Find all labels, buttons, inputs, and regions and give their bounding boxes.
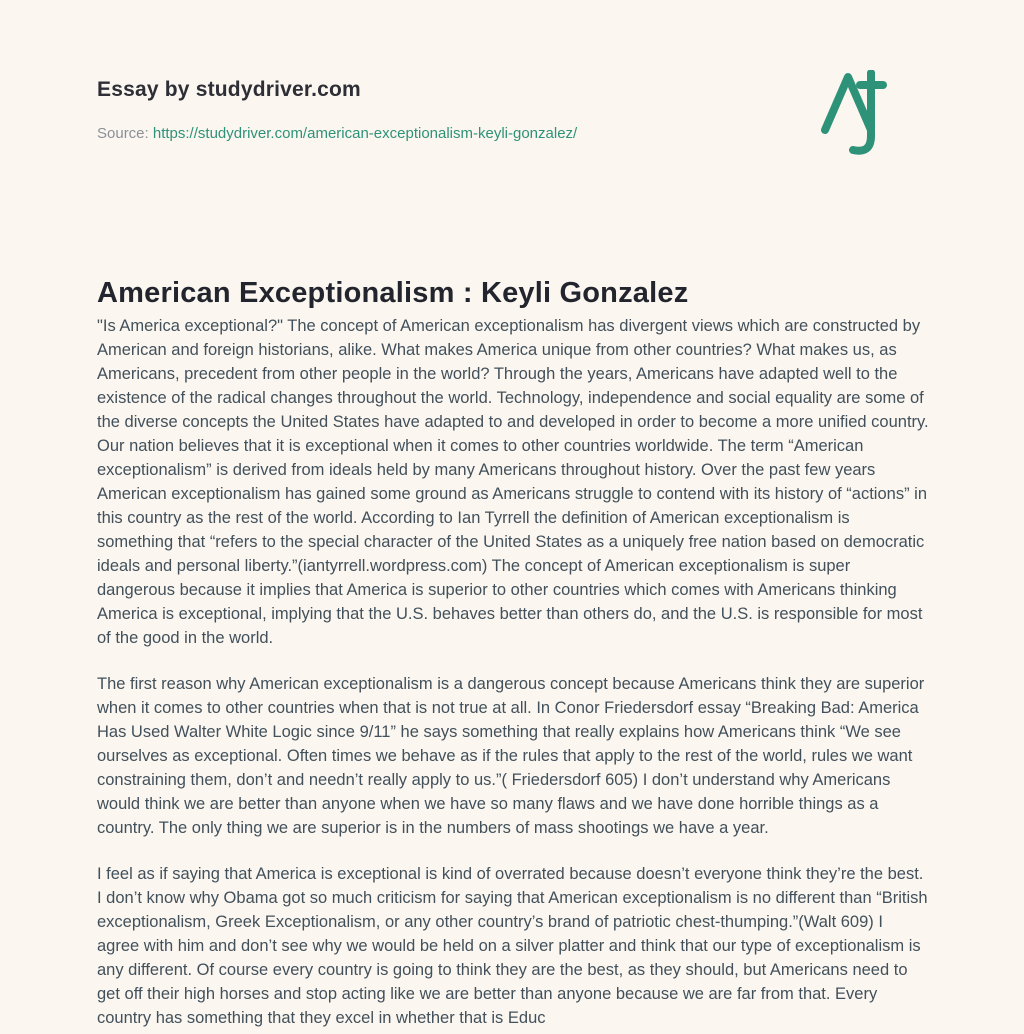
essay-paragraph-2: The first reason why American exceptionalism is a dangerous concept because Americans think they are superior when it comes to other countries when that is not true at all. In Conor Friedersdorf essay “Breaking Bad: America Has Used Walter White Logic since 9/11” he says something that really explains how Americans think “We see ourselves as exceptional. Often times we behave as if the rules that apply to the rest of the world, rules we want constraining them, don’t and needn’t really apply to us.”( Friedersdorf 605) I don’t understand why Americans would think we are better than anyone when we have so many flaws and we have done horrible things as a country. The only thing we are superior is in the numbers of mass shootings we have a year. [97,675,925,837]
site-header-title: Essay by studydriver.com [97,78,361,101]
essay-title: American Exceptionalism : Keyli Gonzalez [97,277,689,310]
essay-body [97,314,929,1034]
source-label: Source: [97,125,149,142]
source-url-link[interactable]: https://studydriver.com/american-exceptionalism-keyli-gonzalez/ [152,125,578,142]
essay-paragraph-1: "Is America exceptional?" The concept of American exceptionalism has divergent views which are constructed by American and foreign historians, alike. What makes America unique from other countries? What makes us, as Americans, precedent from other people in the world? Through the years, Americans have adapted well to the existence of the radical changes throughout the world. Technology, independence and social equality are some of the diverse concepts the United States have adapted to and developed in order to become a more unified country. Our nation believes that it is exceptional when it comes to other countries worldwide. The term “American exceptionalism” is derived from ideals held by many Americans throughout history. Over the past few years American exceptionalism has gained some ground as Americans struggle to contend with its history of “actions” in this country as the rest of the world. According to Ian Tyrrell the definition of American exceptionalism is something that “refers to the special character of the United States as a uniquely free nation based on democratic ideals and personal liberty.”(iantyrrell.wordpress.com) The concept of American exceptionalism is super dangerous because it implies that America is superior to other countries which comes with Americans thinking America is exceptional, implying that the U.S. behaves better than others do, and the U.S. is responsible for most of the good in the world. [97,317,929,647]
essay-paragraph-3: I feel as if saying that America is exceptional is kind of overrated because doesn’t everyone think they’re the best. I don’t know why Obama got so much criticism for saying that American exceptionalism is no different than “British exceptionalism, Greek Exceptionalism, or any other country’s brand of patriotic chest-thumping.”(Walt 609) I agree with him and don’t see why we would be held on a silver platter and think that our type of exceptionalism is any different. Of course every country is going to think they are the best, as they should, but Americans need to get off their high horses and stop acting like we are better than anyone because we are far from that. Every country has something that they excel in whether that is Educ [97,865,928,1027]
source-line [97,125,577,142]
studydriver-a-logo-icon [820,70,890,165]
